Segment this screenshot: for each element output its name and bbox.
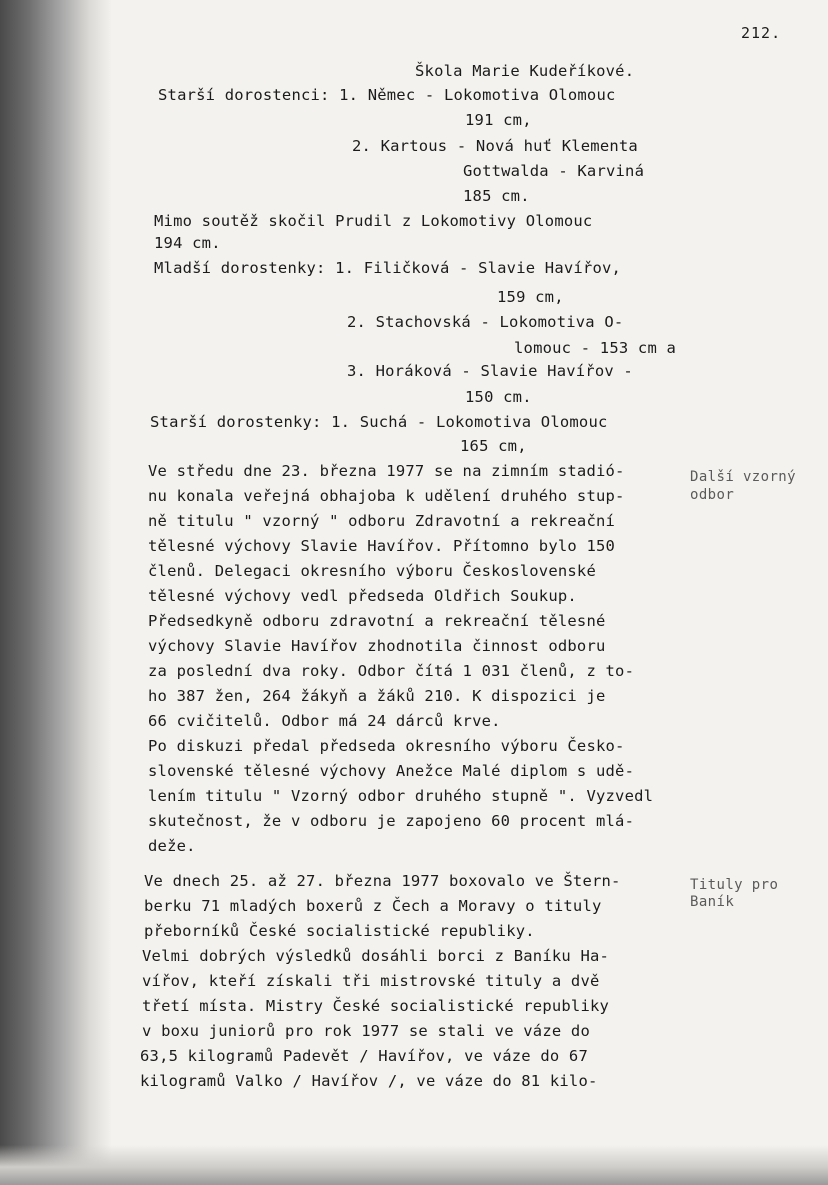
paragraph-line: Ve středu dne 23. března 1977 se na zimním stadió- bbox=[148, 462, 625, 480]
paragraph-line: výchovy Slavie Havířov zhodnotila činnost odboru bbox=[148, 637, 606, 655]
paragraph-line: skutečnost, že v odboru je zapojeno 60 procent mlá- bbox=[148, 812, 635, 830]
school-header: Škola Marie Kudeříkové. bbox=[415, 62, 635, 80]
paragraph-line: ně titulu " vzorný " odboru Zdravotní a rekreační bbox=[148, 512, 616, 530]
paragraph-line: 63,5 kilogramů Padevět / Havířov, ve váze do 67 bbox=[140, 1047, 588, 1065]
margin-note-line: Baník bbox=[690, 894, 735, 910]
paragraph-line: ho 387 žen, 264 žákyň a žáků 210. K dispozici je bbox=[148, 687, 606, 705]
paragraph-line: Velmi dobrých výsledků dosáhli borci z Baníku Ha- bbox=[142, 947, 610, 965]
result-line: Starší dorostenky: 1. Suchá - Lokomotiva Olomouc bbox=[150, 413, 608, 431]
paragraph-line: členů. Delegaci okresního výboru Československé bbox=[148, 562, 596, 580]
result-line: 185 cm. bbox=[463, 187, 530, 205]
result-line: Mimo soutěž skočil Prudil z Lokomotivy Olomouc bbox=[154, 212, 593, 230]
paragraph-line: v boxu juniorů pro rok 1977 se stali ve váze do bbox=[142, 1022, 590, 1040]
paragraph-line: kilogramů Valko / Havířov /, ve váze do 81 kilo- bbox=[140, 1072, 598, 1090]
result-line: Starší dorostenci: 1. Němec - Lokomotiva Olomouc bbox=[158, 86, 616, 104]
paragraph-line: tělesné výchovy vedl předseda Oldřich Soukup. bbox=[148, 587, 577, 605]
result-line: lomouc - 153 cm a bbox=[514, 339, 677, 357]
paragraph-line: vířov, kteří získali tři mistrovské tituly a dvě bbox=[142, 972, 600, 990]
paragraph-line: Předsedkyně odboru zdravotní a rekreační tělesné bbox=[148, 612, 606, 630]
paragraph-line: za poslední dva roky. Odbor čítá 1 031 členů, z to- bbox=[148, 662, 635, 680]
paragraph-line: nu konala veřejná obhajoba k udělení druhého stup- bbox=[148, 487, 625, 505]
margin-note-line: Další vzorný bbox=[690, 469, 796, 485]
result-line: Mladší dorostenky: 1. Filičková - Slavie Havířov, bbox=[154, 259, 622, 277]
paragraph-line: třetí místa. Mistry České socialistické republiky bbox=[142, 997, 610, 1015]
result-line: 165 cm, bbox=[460, 437, 527, 455]
result-line: 150 cm. bbox=[465, 388, 532, 406]
paragraph-line: 66 cvičitelů. Odbor má 24 dárců krve. bbox=[148, 712, 501, 730]
paragraph-line: berku 71 mladých boxerů z Čech a Moravy o tituly bbox=[144, 897, 602, 915]
result-line: Gottwalda - Karviná bbox=[463, 162, 645, 180]
result-line: 3. Horáková - Slavie Havířov - bbox=[347, 362, 633, 380]
result-line: 191 cm, bbox=[465, 111, 532, 129]
result-line: 194 cm. bbox=[154, 234, 221, 252]
paragraph-line: lením titulu " Vzorný odbor druhého stupně ". Vyzvedl bbox=[148, 787, 654, 805]
result-line: 2. Kartous - Nová huť Klementa bbox=[352, 137, 638, 155]
paragraph-line: slovenské tělesné výchovy Anežce Malé diplom s udě- bbox=[148, 762, 635, 780]
result-line: 159 cm, bbox=[497, 288, 564, 306]
paragraph-line: deže. bbox=[148, 837, 196, 855]
margin-note-line: odbor bbox=[690, 487, 735, 503]
paragraph-line: Po diskuzi předal předseda okresního výboru Česko- bbox=[148, 737, 625, 755]
paragraph-line: přeborníků České socialistické republiky. bbox=[144, 922, 535, 940]
paragraph-line: tělesné výchovy Slavie Havířov. Přítomno bylo 150 bbox=[148, 537, 616, 555]
page-number: 212. bbox=[741, 24, 782, 42]
margin-note-line: Tituly pro bbox=[690, 877, 779, 893]
result-line: 2. Stachovská - Lokomotiva O- bbox=[347, 313, 624, 331]
paragraph-line: Ve dnech 25. až 27. března 1977 boxovalo ve Štern- bbox=[144, 872, 621, 890]
